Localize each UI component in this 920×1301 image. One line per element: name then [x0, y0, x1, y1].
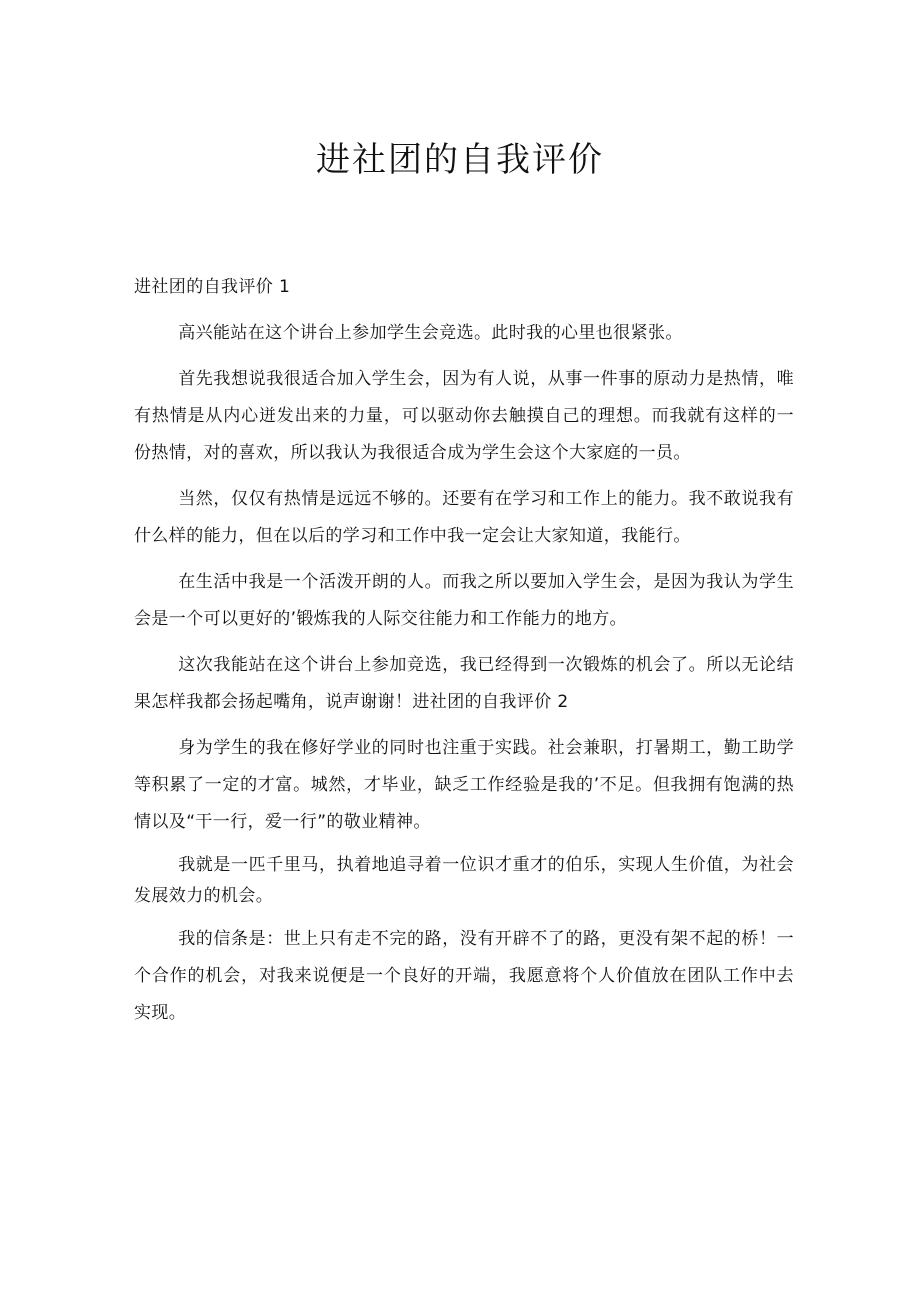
paragraph-4: 在生活中我是一个活泼开朗的人。而我之所以要加入学生会，是因为我认为学生会是一个可以更好的’锻炼我的人际交往能力和工作能力的地方。 — [134, 572, 794, 629]
paragraph-1: 高兴能站在这个讲台上参加学生会竞选。此时我的心里也很紧张。 — [178, 323, 683, 343]
paragraph-8: 我的信条是：世上只有走不完的路，没有开辟不了的路，更没有架不起的桥！一个合作的机会，对我来说便是一个良好的开端，我愿意将个人价值放在团队工作中去实现。 — [134, 929, 794, 1023]
paragraph-3: 当然，仅仅有热情是远远不够的。还要有在学习和工作上的能力。我不敢说我有什么样的能力，但在以后的学习和工作中我一定会让大家知道，我能行。 — [134, 489, 794, 546]
paragraph-2: 首先我想说我很适合加入学生会，因为有人说，从事一件事的原动力是热情，唯有热情是从内心迸发出来的力量，可以驱动你去触摸自己的理想。而我就有这样的一份热情，对的喜欢，所以我认为我很适合成为学生会这个大家庭的一员。 — [134, 369, 794, 463]
section-heading: 进社团的自我评价 1 — [134, 277, 291, 297]
paragraph-7: 我就是一匹千里马，执着地追寻着一位识才重才的伯乐，实现人生价值，为社会发展效力的机会。 — [134, 855, 794, 906]
document-title: 进社团的自我评价 — [316, 140, 604, 180]
paragraph-5: 这次我能站在这个讲台上参加竞选，我已经得到一次锻炼的机会了。所以无论结果怎样我都会扬起嘴角，说声谢谢！进社团的自我评价 2 — [134, 655, 794, 712]
document-body — [134, 269, 794, 1041]
paragraph-6: 身为学生的我在修好学业的同时也注重于实践。社会兼职，打暑期工，勤工助学等积累了一定的才富。城然，才毕业，缺乏工作经验是我的’不足。但我拥有饱满的热情以及“干一行，爱一行”的敬业精神。 — [134, 738, 794, 832]
